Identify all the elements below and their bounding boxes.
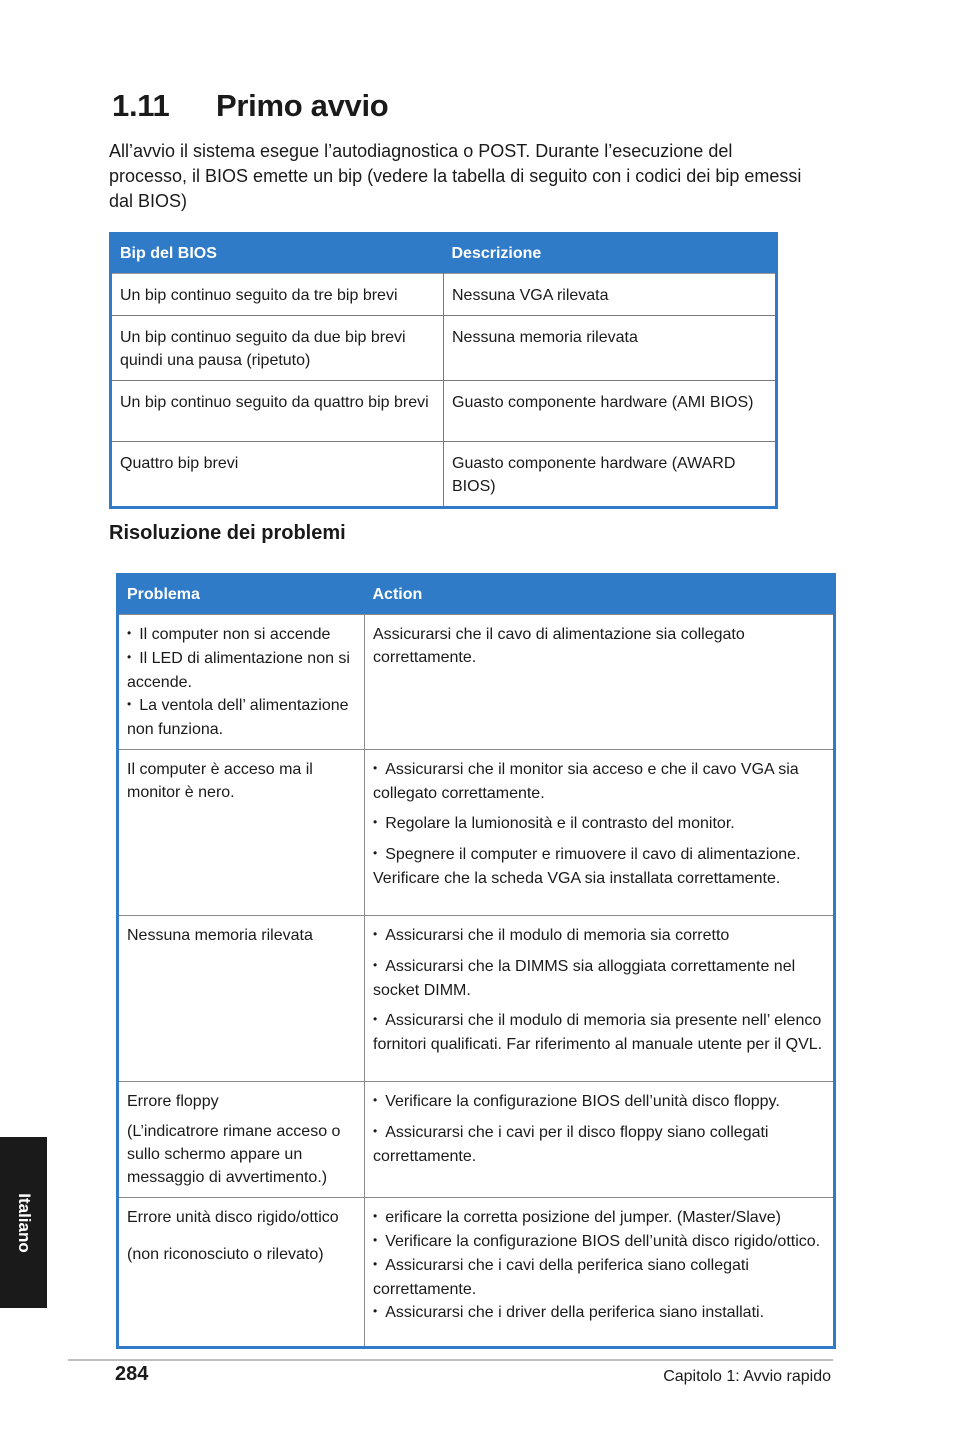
problem-cell [118,1198,365,1348]
action-bullet: • Spegnere il computer e rimuovere il cavo di alimentazione. Verificare che la scheda VGA sia installata correttamente. [373,843,825,890]
beep-cell: Un bip continuo seguito da due bip brevi quindi una pausa (ripetuto) [111,316,444,381]
table-row [111,442,777,508]
action-bullet: • Assicurarsi che il monitor sia acceso e che il cavo VGA sia collegato correttamente. [373,758,825,805]
table-row [118,750,835,916]
description-cell: Guasto componente hardware (AMI BIOS) [444,381,777,442]
action-cell [365,1198,835,1348]
table-row [111,381,777,442]
page-number: 284 [115,1363,149,1385]
problem-cell [118,916,365,1082]
problem-text: Il computer è acceso ma il monitor è nero. [127,761,313,801]
problem-cell [118,615,365,750]
action-cell [365,615,835,750]
troubleshooting-heading: Risoluzione dei problemi [109,522,346,544]
beep-cell: Un bip continuo seguito da quattro bip brevi [111,381,444,442]
action-bullet: • Regolare la lumionosità e il contrasto del monitor. [373,812,825,836]
column-header-description: Descrizione [444,234,777,274]
table-header-row [111,234,777,274]
chapter-label: Capitolo 1: Avvio rapido [663,1368,831,1385]
action-bullet: • Assicurarsi che i driver della periferica siano installati. [373,1301,825,1325]
language-side-tab [0,1137,47,1308]
action-cell [365,1082,835,1198]
table-header-row [118,575,835,615]
problem-bullet: • Il LED di alimentazione non si accende. [127,647,356,694]
problem-bullet: • Il computer non si accende [127,623,356,647]
beep-cell: Quattro bip brevi [111,442,444,508]
action-bullet: • Verificare la configurazione BIOS dell’unità disco floppy. [373,1090,825,1114]
action-bullet: • Assicurarsi che il modulo di memoria sia presente nell’ elenco fornitori qualificati. Far riferimento al manuale utente per il QVL. [373,1009,825,1056]
section-title: Primo avvio [216,88,389,123]
page-title [112,88,388,124]
problem-note: (non riconosciuto o rilevato) [127,1246,324,1263]
action-text: Assicurarsi che il cavo di alimentazione sia collegato correttamente. [373,626,745,666]
action-cell [365,916,835,1082]
table-row [111,316,777,381]
problem-text: Errore unità disco rigido/ottico [127,1209,339,1226]
description-cell: Nessuna memoria rilevata [444,316,777,381]
table-row [118,916,835,1082]
beep-cell: Un bip continuo seguito da tre bip brevi [111,274,444,316]
problem-text: Nessuna memoria rilevata [127,927,313,944]
intro-paragraph: All’avvio il sistema esegue l’autodiagnostica o POST. Durante l’esecuzione del processo, il BIOS emette un bip (vedere la tabella di seguito con i codici dei bip emessi dal BIOS) [109,141,802,211]
bios-beep-table [109,232,778,509]
action-bullet: • Assicurarsi che i cavi per il disco floppy siano collegati correttamente. [373,1121,825,1168]
action-bullet: • Assicurarsi che la DIMMS sia alloggiata correttamente nel socket DIMM. [373,955,825,1002]
table-row [118,1082,835,1198]
problem-note: (L’indicatrore rimane acceso o sullo schermo appare un messaggio di avvertimento.) [127,1123,341,1186]
problem-cell [118,1082,365,1198]
column-header-problem: Problema [118,575,365,615]
action-bullet: • Assicurarsi che il modulo di memoria sia corretto [373,924,825,948]
language-label: Italiano [14,1192,34,1253]
description-cell: Nessuna VGA rilevata [444,274,777,316]
action-bullet: • Assicurarsi che i cavi della periferica siano collegati correttamente. [373,1254,825,1301]
column-header-beep: Bip del BIOS [111,234,444,274]
footer-divider [68,1359,833,1361]
action-bullet: • erificare la corretta posizione del jumper. (Master/Slave) [373,1206,825,1230]
description-cell: Guasto componente hardware (AWARD BIOS) [444,442,777,508]
section-number: 1.11 [112,88,170,123]
problem-bullet: • La ventola dell’ alimentazione non funziona. [127,694,356,741]
column-header-action: Action [365,575,835,615]
table-row [118,615,835,750]
problem-cell [118,750,365,916]
action-bullet: • Verificare la configurazione BIOS dell’unità disco rigido/ottico. [373,1230,825,1254]
troubleshooting-table [116,573,836,1349]
table-row [111,274,777,316]
table-row [118,1198,835,1348]
action-cell [365,750,835,916]
problem-text: Errore floppy [127,1093,219,1110]
